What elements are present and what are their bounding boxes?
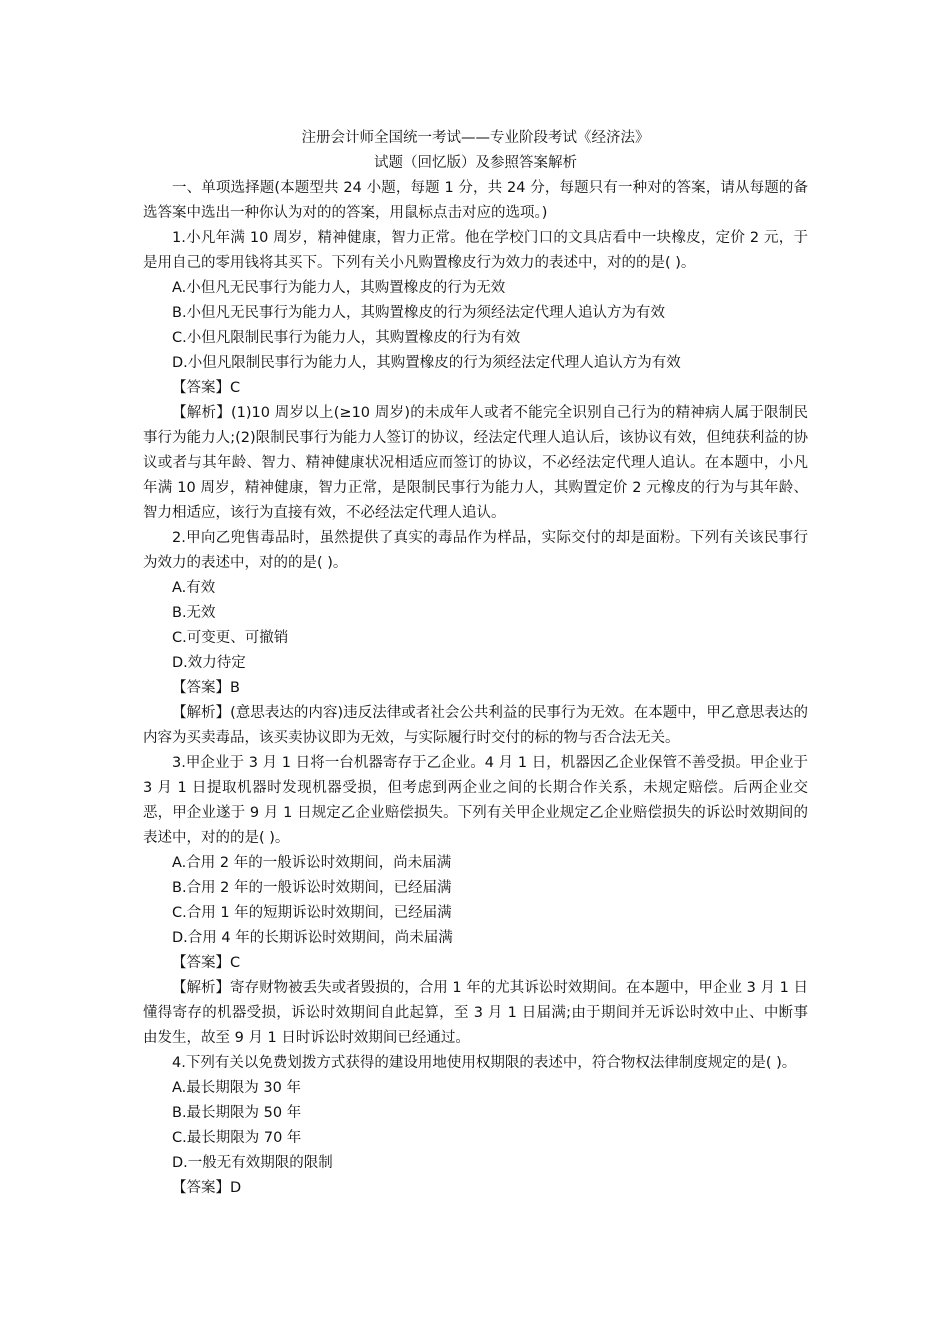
question-3-answer: 【答案】C [172, 955, 241, 971]
question-3-option-a: A.合用 2 年的一般诉讼时效期间，尚未届满 [172, 855, 452, 871]
question-3-option-d: D.合用 4 年的长期诉讼时效期间，尚未届满 [172, 930, 453, 946]
document-subtitle: 试题（回忆版）及参照答案解析 [374, 155, 577, 171]
question-2-option-a: A.有效 [172, 580, 216, 596]
question-4-option-b: B.最长期限为 50 年 [172, 1105, 302, 1121]
question-1-stem: 1.小凡年满 10 周岁，精神健康，智力正常。他在学校门口的文具店看中一块橡皮，定价 2 元，于是用自己的零用钱将其买下。下列有关小凡购置橡皮行为效力的表述中，对的的是( )。 [143, 230, 808, 271]
question-1-option-a: A.小但凡无民事行为能力人，其购置橡皮的行为无效 [172, 280, 506, 296]
document-body [143, 126, 808, 1201]
question-4-stem: 4.下列有关以免费划拨方式获得的建设用地使用权期限的表述中，符合物权法律制度规定的是( )。 [172, 1055, 797, 1071]
question-4-option-c: C.最长期限为 70 年 [172, 1130, 302, 1146]
question-1-option-b: B.小但凡无民事行为能力人，其购置橡皮的行为须经法定代理人追认方为有效 [172, 305, 666, 321]
question-4-option-a: A.最长期限为 30 年 [172, 1080, 301, 1096]
document-title: 注册会计师全国统一考试——专业阶段考试《经济法》 [301, 130, 650, 146]
question-1-analysis: 【解析】(1)10 周岁以上(≥10 周岁)的未成年人或者不能完全识别自己行为的精神病人属于限制民事行为能力人;(2)限制民事行为能力人签订的协议，经法定代理人追认后，该协议有效，但纯获利益的协议或者与其年龄、智力、精神健康状况相适应而签订的协议，不必经法定代理人追认。在本题中，小凡年满 10 周岁，精神健康，智力正常，是限制民事行为能力人，其购置定价 2 元橡皮的行为与其年龄、智力相适应，该行为直接有效，不必经法定代理人追认。 [143, 405, 808, 521]
question-3-option-b: B.合用 2 年的一般诉讼时效期间，已经届满 [172, 880, 452, 896]
question-1-option-c: C.小但凡限制民事行为能力人，其购置橡皮的行为有效 [172, 330, 521, 346]
question-2-answer: 【答案】B [172, 680, 240, 696]
section-heading: 一、单项选择题(本题型共 24 小题，每题 1 分，共 24 分，每题只有一种对的答案，请从每题的备选答案中选出一种你认为对的的答案，用鼠标点击对应的选项。) [143, 180, 808, 221]
question-4-answer: 【答案】D [172, 1180, 242, 1196]
question-4-option-d: D.一般无有效期限的限制 [172, 1155, 333, 1171]
question-2-stem: 2.甲向乙兜售毒品时，虽然提供了真实的毒品作为样品，实际交付的却是面粉。下列有关该民事行为效力的表述中，对的的是( )。 [143, 530, 808, 571]
question-3-analysis: 【解析】寄存财物被丢失或者毁损的，合用 1 年的尤其诉讼时效期间。在本题中，甲企业 3 月 1 日懂得寄存的机器受损，诉讼时效期间自此起算，至 3 月 1 日届满;由于期间并无诉讼时效中止、中断事由发生，故至 9 月 1 日时诉讼时效期间已经通过。 [143, 980, 808, 1046]
question-2-analysis: 【解析】(意思表达的内容)违反法律或者社会公共利益的民事行为无效。在本题中，甲乙意思表达的内容为买卖毒品，该买卖协议即为无效，与实际履行时交付的标的物与否合法无关。 [143, 705, 808, 746]
question-3-option-c: C.合用 1 年的短期诉讼时效期间，已经届满 [172, 905, 452, 921]
question-2-option-b: B.无效 [172, 605, 216, 621]
question-1-option-d: D.小但凡限制民事行为能力人，其购置橡皮的行为须经法定代理人追认方为有效 [172, 355, 681, 371]
question-2-option-d: D.效力待定 [172, 655, 246, 671]
question-3-stem: 3.甲企业于 3 月 1 日将一台机器寄存于乙企业。4 月 1 日，机器因乙企业保管不善受损。甲企业于 3 月 1 日提取机器时发现机器受损，但考虑到两企业之间的长期合作关系，未规定赔偿。后两企业交恶，甲企业遂于 9 月 1 日规定乙企业赔偿损失。下列有关甲企业规定乙企业赔偿损失的诉讼时效期间的表述中，对的的是( )。 [143, 755, 808, 846]
question-1-answer: 【答案】C [172, 380, 241, 396]
question-2-option-c: C.可变更、可撤销 [172, 630, 289, 646]
